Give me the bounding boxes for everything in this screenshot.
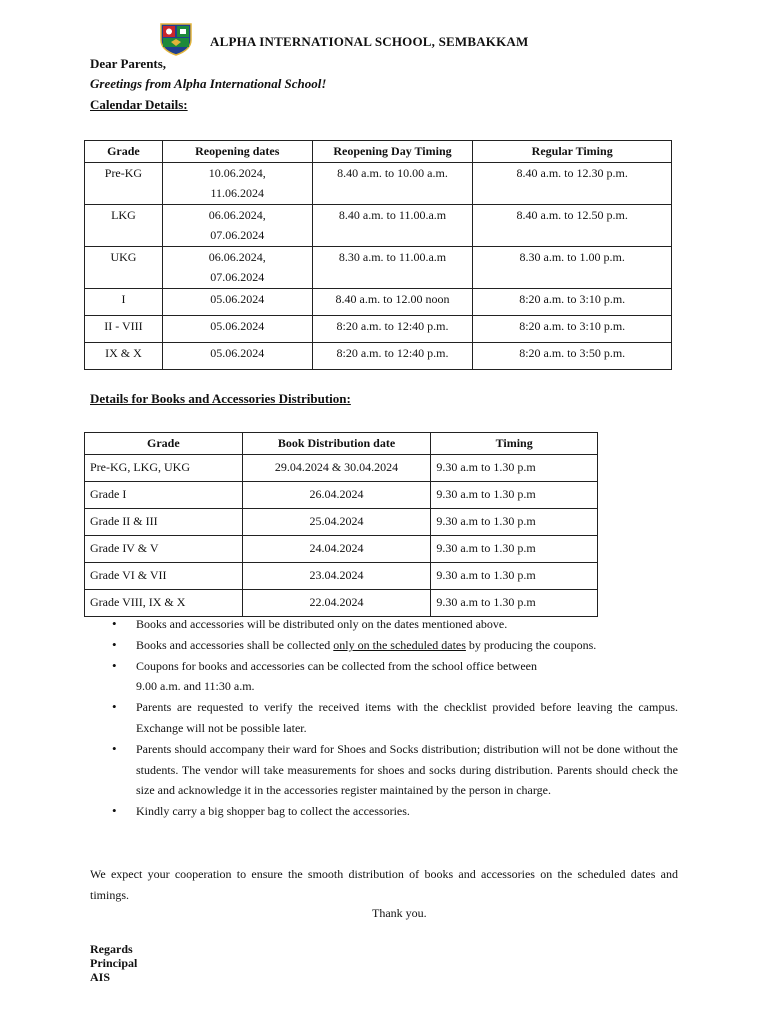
timing-cell: 9.30 a.m to 1.30 p.m	[431, 509, 598, 536]
regular-timing-cell: 8.40 a.m. to 12.50 p.m.	[473, 205, 672, 247]
list-item: • Coupons for books and accessories can be collected from the school office between 9.00 a.m. and 11:30 a.m.	[112, 656, 678, 698]
signature-title: Principal	[90, 956, 138, 970]
closing-paragraph: We expect your cooperation to ensure the smooth distribution of books and accessories on the scheduled dates and timings.	[90, 867, 678, 902]
school-crest-icon	[158, 22, 194, 56]
greeting-line: Greetings from Alpha International School!	[90, 76, 327, 91]
table-row	[85, 316, 672, 343]
signature-org: AIS	[90, 970, 111, 984]
list-item: • Parents should accompany their ward for Shoes and Socks distribution; distribution will not be done without the students. The vendor will take measurements for shoes and socks during distribution. Parents should check the size and acknowledge it in the accessories register maintained by the person in charge.	[112, 739, 678, 801]
list-item: • Kindly carry a big shopper bag to collect the accessories.	[112, 801, 678, 822]
table-row	[85, 163, 672, 205]
timing-cell: 9.30 a.m to 1.30 p.m	[431, 563, 598, 590]
grade-cell: Grade VI & VII	[85, 563, 243, 590]
table-row	[85, 563, 598, 590]
reopen-timing-cell: 8:20 a.m. to 12:40 p.m.	[312, 316, 473, 343]
grade-cell: Grade IV & V	[85, 536, 243, 563]
signature-regards: Regards	[90, 942, 133, 956]
regular-timing-cell: 8.40 a.m. to 12.30 p.m.	[473, 163, 672, 205]
grade-cell: Pre-KG, LKG, UKG	[85, 455, 243, 482]
calendar-col-grade: Grade	[85, 141, 163, 163]
table-row	[85, 536, 598, 563]
reopen-timing-cell: 8.40 a.m. to 10.00 a.m.	[312, 163, 473, 205]
underlined-phrase: only on the scheduled dates	[333, 637, 466, 652]
timing-cell: 9.30 a.m to 1.30 p.m	[431, 482, 598, 509]
date-cell: 24.04.2024	[242, 536, 431, 563]
calendar-col-regular-timing: Regular Timing	[473, 141, 672, 163]
school-name: ALPHA INTERNATIONAL SCHOOL, SEMBAKKAM	[210, 34, 529, 49]
calendar-header-row	[85, 141, 672, 163]
regular-timing-cell: 8:20 a.m. to 3:10 p.m.	[473, 316, 672, 343]
regular-timing-cell: 8:20 a.m. to 3:10 p.m.	[473, 289, 672, 316]
grade-cell: IX & X	[85, 343, 163, 370]
dates-cell: 10.06.2024, 11.06.2024	[162, 163, 312, 205]
reopen-timing-cell: 8:20 a.m. to 12:40 p.m.	[312, 343, 473, 370]
table-row	[85, 343, 672, 370]
grade-cell: I	[85, 289, 163, 316]
dates-cell: 06.06.2024, 07.06.2024	[162, 247, 312, 289]
grade-cell: Grade VIII, IX & X	[85, 590, 243, 617]
grade-cell: II - VIII	[85, 316, 163, 343]
salutation: Dear Parents,	[90, 56, 167, 71]
regular-timing-cell: 8:20 a.m. to 3:50 p.m.	[473, 343, 672, 370]
list-item: • Books and accessories will be distributed only on the dates mentioned above.	[112, 614, 678, 635]
calendar-col-reopening-dates: Reopening dates	[162, 141, 312, 163]
reopen-timing-cell: 8.40 a.m. to 11.00.a.m	[312, 205, 473, 247]
table-row	[85, 205, 672, 247]
grade-cell: Pre-KG	[85, 163, 163, 205]
letterhead	[158, 22, 678, 56]
reopen-timing-cell: 8.30 a.m. to 11.00.a.m	[312, 247, 473, 289]
table-row	[85, 455, 598, 482]
timing-cell: 9.30 a.m to 1.30 p.m	[431, 536, 598, 563]
table-row	[85, 247, 672, 289]
books-distribution-table	[84, 432, 598, 617]
regular-timing-cell: 8.30 a.m. to 1.00 p.m.	[473, 247, 672, 289]
dates-cell: 06.06.2024, 07.06.2024	[162, 205, 312, 247]
grade-cell: UKG	[85, 247, 163, 289]
timing-cell: 9.30 a.m to 1.30 p.m	[431, 455, 598, 482]
notes-list	[112, 614, 678, 822]
dates-cell: 05.06.2024	[162, 343, 312, 370]
date-cell: 26.04.2024	[242, 482, 431, 509]
table-row	[85, 289, 672, 316]
list-item: • Parents are requested to verify the received items with the checklist provided before leaving the campus. Exchange will not be possible later.	[112, 697, 678, 739]
books-col-date: Book Distribution date	[242, 433, 431, 455]
calendar-heading: Calendar Details:	[90, 97, 188, 112]
grade-cell: Grade I	[85, 482, 243, 509]
dates-cell: 05.06.2024	[162, 289, 312, 316]
date-cell: 25.04.2024	[242, 509, 431, 536]
books-col-grade: Grade	[85, 433, 243, 455]
calendar-col-reopening-timing: Reopening Day Timing	[312, 141, 473, 163]
books-heading: Details for Books and Accessories Distribution:	[90, 391, 351, 406]
thank-you: Thank you.	[372, 906, 427, 920]
calendar-table	[84, 140, 672, 370]
reopen-timing-cell: 8.40 a.m. to 12.00 noon	[312, 289, 473, 316]
books-header-row	[85, 433, 598, 455]
dates-cell: 05.06.2024	[162, 316, 312, 343]
books-col-timing: Timing	[431, 433, 598, 455]
date-cell: 22.04.2024	[242, 590, 431, 617]
grade-cell: LKG	[85, 205, 163, 247]
table-row	[85, 590, 598, 617]
table-row	[85, 509, 598, 536]
date-cell: 29.04.2024 & 30.04.2024	[242, 455, 431, 482]
list-item: • Books and accessories shall be collected only on the scheduled dates by producing the coupons.	[112, 635, 678, 656]
grade-cell: Grade II & III	[85, 509, 243, 536]
date-cell: 23.04.2024	[242, 563, 431, 590]
table-row	[85, 482, 598, 509]
timing-cell: 9.30 a.m to 1.30 p.m	[431, 590, 598, 617]
